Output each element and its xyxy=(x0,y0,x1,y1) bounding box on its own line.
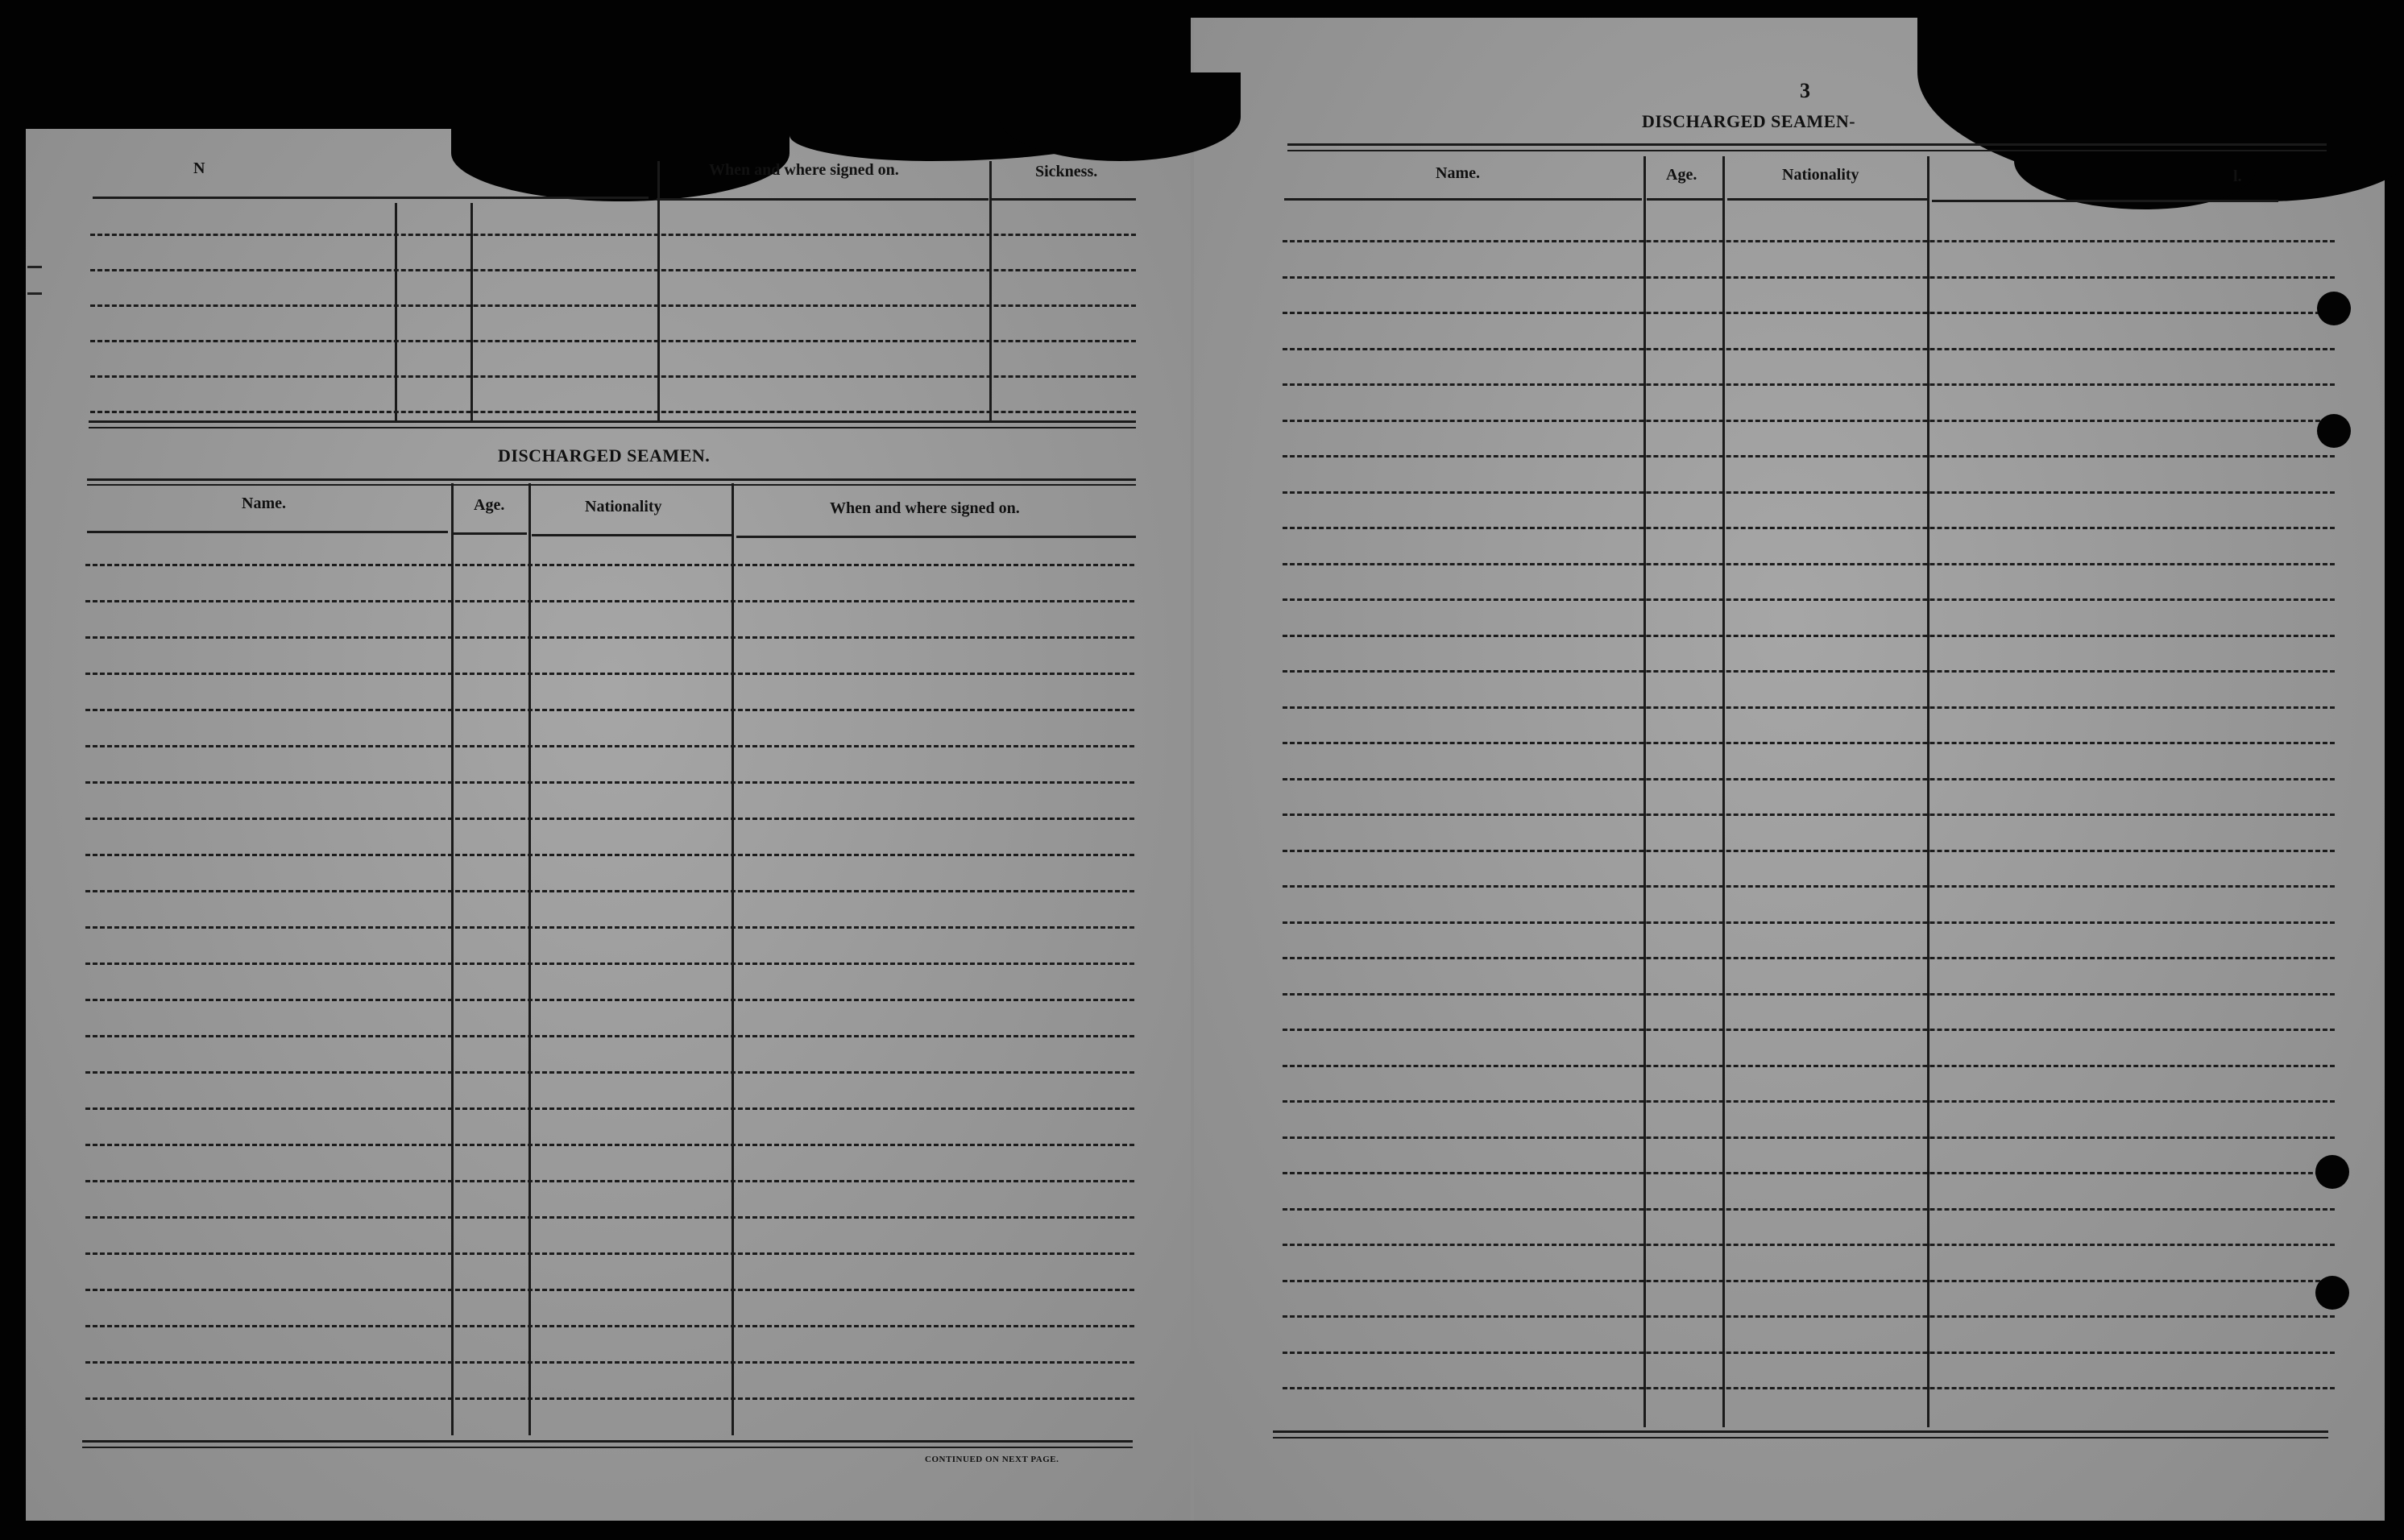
ruled-row-line xyxy=(1283,778,2335,780)
ruled-row-line xyxy=(1283,742,2335,744)
ruled-row-line xyxy=(1283,1387,2335,1389)
ruled-row-line xyxy=(90,269,1136,271)
ruled-row-line xyxy=(85,1071,1134,1074)
right-table-bottom-rule xyxy=(1273,1437,2328,1439)
upper-table-bottom-rule xyxy=(89,427,1136,428)
ruled-row-line xyxy=(90,411,1136,413)
ruled-row-line xyxy=(85,1144,1134,1146)
left-table-bottom-rule xyxy=(82,1447,1133,1448)
ruled-row-line xyxy=(85,673,1134,675)
right-discharged-title: DISCHARGED SEAMEN- xyxy=(1642,111,1856,131)
ruled-row-line xyxy=(1283,921,2335,924)
ruled-row-line xyxy=(85,1252,1134,1255)
ruled-row-line xyxy=(90,375,1136,378)
ruled-row-line xyxy=(1283,1244,2335,1246)
punch-hole xyxy=(2317,414,2351,448)
left-discharged-title: DISCHARGED SEAMEN. xyxy=(498,445,711,466)
right-age-header: Age. xyxy=(1666,166,1697,184)
ruled-row-line xyxy=(1283,348,2335,350)
ruled-row-line xyxy=(1283,670,2335,673)
left-nationality-header: Nationality xyxy=(585,498,662,515)
left-title-rule xyxy=(87,484,1136,486)
upper-header-rule xyxy=(93,197,649,199)
ruled-row-line xyxy=(1283,1208,2335,1211)
left-header-rule xyxy=(453,532,527,535)
upper-header-rule xyxy=(657,198,989,201)
left-header-rule xyxy=(736,536,1136,538)
page-number: 3 xyxy=(1800,79,1810,102)
ruled-row-line xyxy=(1283,598,2335,601)
ruled-row-line xyxy=(1283,1315,2335,1318)
left-col-divider xyxy=(732,483,734,1435)
ruled-row-line xyxy=(85,1397,1134,1400)
ruled-row-line xyxy=(90,340,1136,342)
left-name-header: Name. xyxy=(242,495,286,512)
upper-table-bottom-rule xyxy=(89,420,1136,423)
ruled-row-line xyxy=(1283,491,2335,494)
left-page xyxy=(26,129,1192,1521)
edge-mark xyxy=(27,266,42,295)
ruled-row-line xyxy=(85,781,1134,784)
right-name-header: Name. xyxy=(1436,164,1480,182)
ruled-row-line xyxy=(1283,957,2335,959)
punch-hole xyxy=(2317,292,2351,325)
ruled-row-line xyxy=(1283,993,2335,996)
punch-hole xyxy=(2315,1276,2349,1310)
ruled-row-line xyxy=(85,818,1134,820)
left-title-rule xyxy=(87,478,1136,481)
right-header-rule xyxy=(1932,200,2278,202)
ruled-row-line xyxy=(1283,1172,2335,1174)
ruled-row-line xyxy=(85,854,1134,856)
ruled-row-line xyxy=(1283,1100,2335,1103)
ruled-row-line xyxy=(85,709,1134,711)
ruled-row-line xyxy=(85,600,1134,602)
continued-footer: CONTINUED ON NEXT PAGE. xyxy=(925,1455,1059,1464)
ruled-row-line xyxy=(85,890,1134,892)
right-title-rule xyxy=(1287,150,2327,151)
right-page xyxy=(1192,18,2385,1521)
left-header-rule xyxy=(532,534,732,536)
ruled-row-line xyxy=(85,1035,1134,1037)
ruled-row-line xyxy=(1283,706,2335,709)
ruled-row-line xyxy=(85,962,1134,965)
ruled-row-line xyxy=(1283,813,2335,816)
ruled-row-line xyxy=(1283,1065,2335,1067)
page-fold xyxy=(1191,18,1194,1521)
left-col-divider xyxy=(451,483,454,1435)
ruled-row-line xyxy=(85,926,1134,929)
ruled-row-line xyxy=(85,1107,1134,1110)
right-table-bottom-rule xyxy=(1273,1430,2328,1433)
ruled-row-line xyxy=(1283,1280,2335,1282)
upper-signed-on-header: When and where signed on. xyxy=(709,161,899,179)
right-header-rule xyxy=(1727,198,1927,201)
ruled-row-line xyxy=(1283,563,2335,565)
ruled-row-line xyxy=(1283,635,2335,637)
right-header-rule xyxy=(1647,198,1724,201)
right-nationality-header: Nationality xyxy=(1782,166,1859,184)
ruled-row-line xyxy=(1283,420,2335,422)
ruled-row-line xyxy=(1283,1352,2335,1354)
ruled-row-line xyxy=(85,1361,1134,1364)
punch-hole xyxy=(2315,1155,2349,1189)
left-signed-on-header: When and where signed on. xyxy=(830,499,1020,517)
ruled-row-line xyxy=(1283,276,2335,279)
ruled-row-line xyxy=(1283,850,2335,852)
torn-edge xyxy=(999,72,1241,161)
ruled-row-line xyxy=(1283,1136,2335,1139)
ruled-row-line xyxy=(1283,527,2335,529)
ruled-row-line xyxy=(90,304,1136,307)
ruled-row-line xyxy=(1283,312,2335,314)
ruled-row-line xyxy=(1283,885,2335,888)
ruled-row-line xyxy=(85,999,1134,1001)
upper-sickness-header: Sickness. xyxy=(1035,163,1098,180)
ruled-row-line xyxy=(1283,1029,2335,1031)
left-table-bottom-rule xyxy=(82,1440,1133,1443)
left-header-rule xyxy=(87,531,448,533)
upper-header-rule xyxy=(991,198,1136,201)
ruled-row-line xyxy=(85,1216,1134,1219)
left-age-header: Age. xyxy=(474,496,505,514)
ruled-row-line xyxy=(85,1325,1134,1327)
ruled-row-line xyxy=(85,636,1134,639)
right-header-rule xyxy=(1284,198,1642,201)
ruled-row-line xyxy=(85,745,1134,747)
ruled-row-line xyxy=(1283,455,2335,457)
ruled-row-line xyxy=(90,234,1136,236)
ruled-row-line xyxy=(1283,240,2335,242)
right-last-header: l. xyxy=(2233,168,2242,185)
upper-col-divider xyxy=(989,161,992,420)
right-title-rule xyxy=(1287,143,2327,146)
upper-col-divider xyxy=(657,161,660,420)
ruled-row-line xyxy=(85,564,1134,566)
ruled-row-line xyxy=(85,1180,1134,1182)
ruled-row-line xyxy=(1283,383,2335,386)
left-col-divider xyxy=(528,483,531,1435)
torn-edge xyxy=(451,105,790,201)
upper-col1-header: N xyxy=(193,159,205,177)
ruled-row-line xyxy=(85,1289,1134,1291)
